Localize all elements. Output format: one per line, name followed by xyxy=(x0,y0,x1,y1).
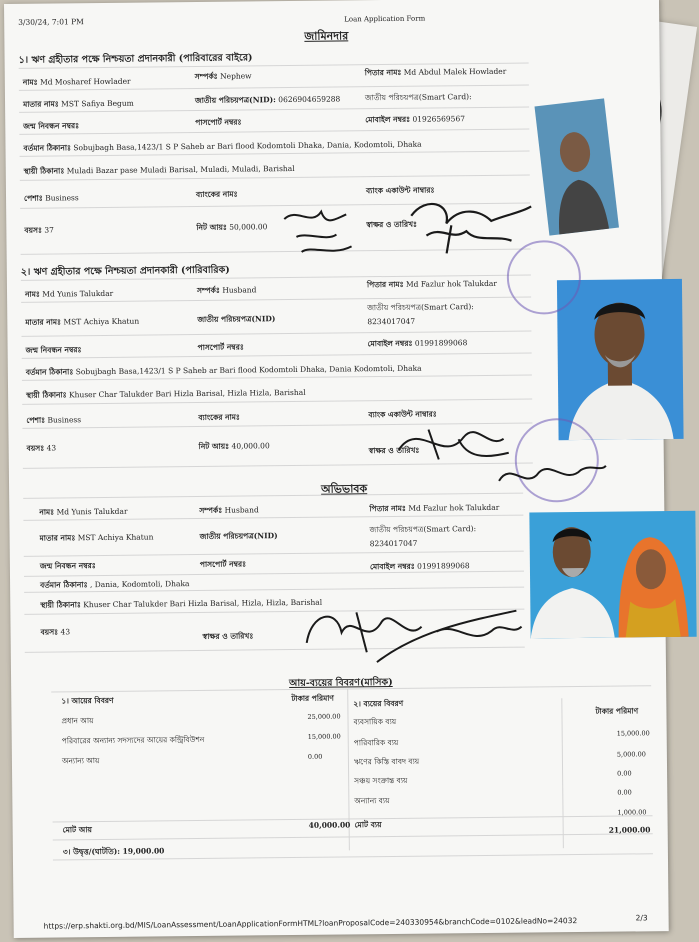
guarantor-1-signature xyxy=(276,194,547,267)
expense-row-value: 1,000.00 xyxy=(617,808,647,817)
guardian-father-row xyxy=(369,503,499,514)
g2-present: Sobujbagh Basa,1423/1 S P Saheb ar Bari flood Kodomtoli Dhaka, Dania Kodomtoli, Dhaka xyxy=(75,363,422,377)
income-heading: ১। আয়ের বিবরণ xyxy=(61,695,114,706)
g2-mobile: 01991899068 xyxy=(414,338,468,348)
g1-permanent: Muladi Bazar pase Muladi Barisal, Muladi, Muladi, Barishal xyxy=(66,163,295,176)
income-row-label: পরিবারের অন্যান্য সদস্যদের আয়ের কন্ট্রিবিউশন xyxy=(61,734,205,746)
divider xyxy=(23,493,523,499)
guarantor-1-heading: ১। ঋণ গ্রহীতার পক্ষে নিশ্চয়তা প্রদানকারী (পারিবারের বাইরে) xyxy=(18,52,253,66)
g1-occupation-row xyxy=(24,193,79,204)
g2-occupation-row xyxy=(26,415,81,426)
label: বর্তমান ঠিকানাঃ xyxy=(40,580,88,590)
g2-permanent: Khuser Char Talukder Bari Hizla Barisal, Hizla Hizla, Barishal xyxy=(68,387,306,400)
g1-passport-label: পাসপোর্ট নম্বরঃ xyxy=(195,117,242,128)
g1-income-row xyxy=(196,222,267,233)
g1-father-row xyxy=(365,67,507,78)
divider xyxy=(24,551,524,557)
expense-amount-label: টাকার পরিমাণ xyxy=(595,706,639,716)
guardian-smart: 8234017047 xyxy=(369,538,418,549)
label: বর্তমান ঠিকানাঃ xyxy=(25,367,74,377)
label: বর্তমান ঠিকানাঃ xyxy=(23,143,72,153)
column-divider xyxy=(561,698,564,848)
label: জাতীয় পরিচয়পত্র(NID): xyxy=(194,95,276,106)
g2-age: 43 xyxy=(46,443,57,453)
label: মোবাইল নম্বরঃ xyxy=(367,338,413,349)
label: সম্পর্কঃ xyxy=(196,285,220,295)
label: পেশাঃ xyxy=(26,415,46,425)
g1-nid-row xyxy=(195,94,340,106)
g2-relation: Husband xyxy=(222,285,257,295)
g1-mother: MST Safiya Begum xyxy=(61,98,134,109)
label: পিতার নামঃ xyxy=(364,67,402,78)
form-title: Loan Application Form xyxy=(344,14,426,24)
g2-smart-label: জাতীয় পরিচয়পত্র(Smart Card): xyxy=(367,302,474,313)
g1-relation-row xyxy=(195,71,252,82)
g1-relation: Nephew xyxy=(220,71,252,81)
g1-permanent-row xyxy=(24,164,295,177)
g1-father: Md Abdul Malek Howlader xyxy=(403,66,507,77)
guardian-title: অভিভাবক xyxy=(321,482,368,496)
label: সম্পর্কঃ xyxy=(194,71,218,82)
g1-age-row xyxy=(24,225,54,235)
total-income: 40,000.00 xyxy=(308,820,351,830)
expense-row-label: পারিবারিক ব্যয় xyxy=(353,737,399,748)
surplus-label: ৩। উদ্বৃত্ত/(ঘাটতি): xyxy=(62,846,121,857)
guardian-present: , Dania, Kodomtoli, Dhaka xyxy=(89,579,190,590)
guardian-sign-label: স্বাক্ষর ও তারিখঃ xyxy=(202,631,254,641)
g1-mother-row xyxy=(23,99,134,110)
stamp-signature xyxy=(491,450,612,501)
guardian-age: 43 xyxy=(60,627,71,637)
income-row-value: 0.00 xyxy=(307,752,323,761)
g1-name-row xyxy=(23,77,131,88)
g1-nid: 0626904659288 xyxy=(278,94,341,105)
guardian-permanent-row xyxy=(40,598,322,611)
divider xyxy=(24,571,524,577)
label: মাতার নামঃ xyxy=(25,317,62,327)
expense-row-label: অন্যান্য ব্যয় xyxy=(354,796,390,806)
divider xyxy=(19,129,529,135)
guardian-passport-label: পাসপোর্ট নম্বরঃ xyxy=(199,559,247,569)
document-sheet xyxy=(4,0,669,938)
guardian-permanent: Khuser Char Talukder Bari Hizla Barisal, Hizla, Hizla, Barishal xyxy=(83,597,323,610)
label: নিট আয়ঃ xyxy=(198,441,230,451)
expense-row-value: 0.00 xyxy=(617,788,632,797)
label: বয়সঃ xyxy=(40,627,59,637)
g1-name: Md Mosharef Howlader xyxy=(39,76,131,87)
label: বয়সঃ xyxy=(24,225,42,235)
g2-occupation: Business xyxy=(47,415,82,425)
expense-row-value: 15,000.00 xyxy=(616,729,650,738)
label: নিট আয়ঃ xyxy=(196,222,227,232)
income-row-value: 15,000.00 xyxy=(307,732,341,741)
g1-birth-label: জন্ম নিবন্ধন নম্বরঃ xyxy=(23,121,80,131)
footer-url[interactable]: https://erp.shakti.org.bd/MIS/LoanAssessment/LoanApplicationFormHTML?loanProposalCode=240330954&branchCode=0102&leadNo=24032 xyxy=(43,916,578,931)
g1-mobile: 01926569567 xyxy=(412,114,466,124)
income-amount-label: টাকার পরিমাণ xyxy=(291,693,335,704)
g2-income-row xyxy=(199,441,270,452)
guardian-mother: MST Achiya Khatun xyxy=(77,532,154,543)
label: সম্পর্কঃ xyxy=(199,505,223,515)
guarantor-2-photo xyxy=(557,279,684,440)
guardian-age-row xyxy=(41,627,71,637)
expense-row-value: 0.00 xyxy=(617,769,632,778)
g2-mother: MST Achiya Khatun xyxy=(63,316,140,327)
guarantor-2-heading: ২। ঋণ গ্রহীতার পক্ষে নিশ্চয়তা প্রদানকারী (পারিবারিক) xyxy=(20,264,230,278)
surplus: 19,000.00 xyxy=(122,846,165,856)
guardian-name-row xyxy=(39,507,127,518)
g2-permanent-row xyxy=(26,388,306,401)
g1-sign-label: স্বাক্ষর ও তারিখঃ xyxy=(366,219,418,230)
label: বয়সঃ xyxy=(26,443,45,453)
divider xyxy=(22,352,532,358)
guarantor-title: জামিনদার xyxy=(304,29,349,43)
expense-row-label: সঞ্চয় সংক্রান্ত ব্যয় xyxy=(354,775,408,786)
guardian-name: Md Yunis Talukdar xyxy=(56,506,128,517)
page-number: 2/3 xyxy=(635,913,648,923)
label: নামঃ xyxy=(39,507,55,517)
g1-bank-label: ব্যাংকের নামঃ xyxy=(195,189,238,199)
total-income-label: মোট আয় xyxy=(62,825,92,835)
guardian-relation-row xyxy=(199,505,259,516)
income-row-label: প্রধান আয় xyxy=(61,716,94,726)
g2-income: 40,000.00 xyxy=(231,441,270,451)
income-row-value: 25,000.00 xyxy=(307,712,341,721)
g2-sign-label: স্বাক্ষর ও তারিখঃ xyxy=(368,445,420,456)
g2-age-row xyxy=(27,443,57,453)
g1-mobile-row xyxy=(365,114,465,125)
g2-relation-row xyxy=(197,285,257,296)
g1-present: Sobujbagh Basa,1423/1 S P Saheb ar Bari flood Kodomtoli Dhaka, Dania, Kodomtoli, Dhaka xyxy=(73,139,422,153)
background-photo xyxy=(534,98,618,235)
guardian-birth-label: জন্ম নিবন্ধন নম্বরঃ xyxy=(39,561,96,571)
label: পিতার নামঃ xyxy=(369,503,406,514)
income-row-label: অন্যান্য আয় xyxy=(61,756,100,766)
g2-name-row xyxy=(25,289,113,300)
expense-row-label: ব্যবসায়িক ব্যয় xyxy=(353,716,397,727)
label: স্থায়ী ঠিকানাঃ xyxy=(40,600,81,610)
guardian-present-row xyxy=(40,579,189,591)
label: নামঃ xyxy=(22,77,38,87)
label: পিতার নামঃ xyxy=(366,279,404,290)
g2-nid-label: জাতীয় পরিচয়পত্র(NID) xyxy=(197,314,276,324)
g2-name: Md Yunis Talukdar xyxy=(42,288,114,299)
label: স্থায়ী ঠিকানাঃ xyxy=(23,166,65,176)
total-expense: 21,000.00 xyxy=(608,825,651,835)
label: মোবাইল নম্বরঃ xyxy=(365,114,411,125)
g2-account-label: ব্যাংক একাউন্ট নাম্বারঃ xyxy=(368,409,437,420)
expense-row-value: 5,000.00 xyxy=(616,750,646,759)
g1-occupation: Business xyxy=(45,193,79,203)
guardian-signature xyxy=(296,591,527,673)
income-expense-title: আয়-ব্যয়ের বিবরণ(মাসিক) xyxy=(289,676,393,690)
g1-age: 37 xyxy=(44,225,54,235)
total-expense-label: মোট ব্যয় xyxy=(354,820,382,830)
expense-row-label: ঋণের কিস্তি বাবদ ব্যয় xyxy=(353,756,420,767)
guardian-nid-label: জাতীয় পরিচয়পত্র(NID) xyxy=(199,531,278,541)
g1-income: 50,000.00 xyxy=(229,222,268,232)
surplus-row xyxy=(63,846,165,857)
g2-smart: 8234017047 xyxy=(367,316,416,327)
label: মোবাইল নম্বরঃ xyxy=(369,561,415,572)
g2-passport-label: পাসপোর্ট নম্বরঃ xyxy=(197,342,244,352)
guardian-father: Md Fazlur hok Talukdar xyxy=(408,502,500,513)
guardian-relation: Husband xyxy=(224,505,259,515)
label: মাতার নামঃ xyxy=(39,533,76,543)
g2-father-row xyxy=(367,279,497,290)
guardian-mobile: 01991899068 xyxy=(417,561,470,571)
g1-account-label: ব্যাংক একাউন্ট নাম্বারঃ xyxy=(365,185,435,196)
g2-mother-row xyxy=(25,317,139,328)
print-datetime: 3/30/24, 7:01 PM xyxy=(18,17,84,27)
g2-bank-label: ব্যাংকের নামঃ xyxy=(198,412,240,422)
g2-father: Md Fazlur hok Talukdar xyxy=(405,278,497,289)
label: নামঃ xyxy=(24,289,40,299)
guardian-mother-row xyxy=(40,532,154,543)
g2-birth-label: জন্ম নিবন্ধন নম্বরঃ xyxy=(25,345,82,355)
label: মাতার নামঃ xyxy=(23,99,59,109)
guardian-smart-label: জাতীয় পরিচয়পত্র(Smart Card): xyxy=(369,524,477,535)
g1-smart-label: জাতীয় পরিচয়পত্র(Smart Card): xyxy=(364,92,472,103)
expense-heading: ২। ব্যয়ের বিবরণ xyxy=(353,698,404,709)
guardian-photo xyxy=(529,511,696,639)
g2-mobile-row xyxy=(368,338,468,349)
label: স্থায়ী ঠিকানাঃ xyxy=(26,390,67,400)
label: পেশাঃ xyxy=(23,193,43,203)
divider xyxy=(21,330,531,336)
